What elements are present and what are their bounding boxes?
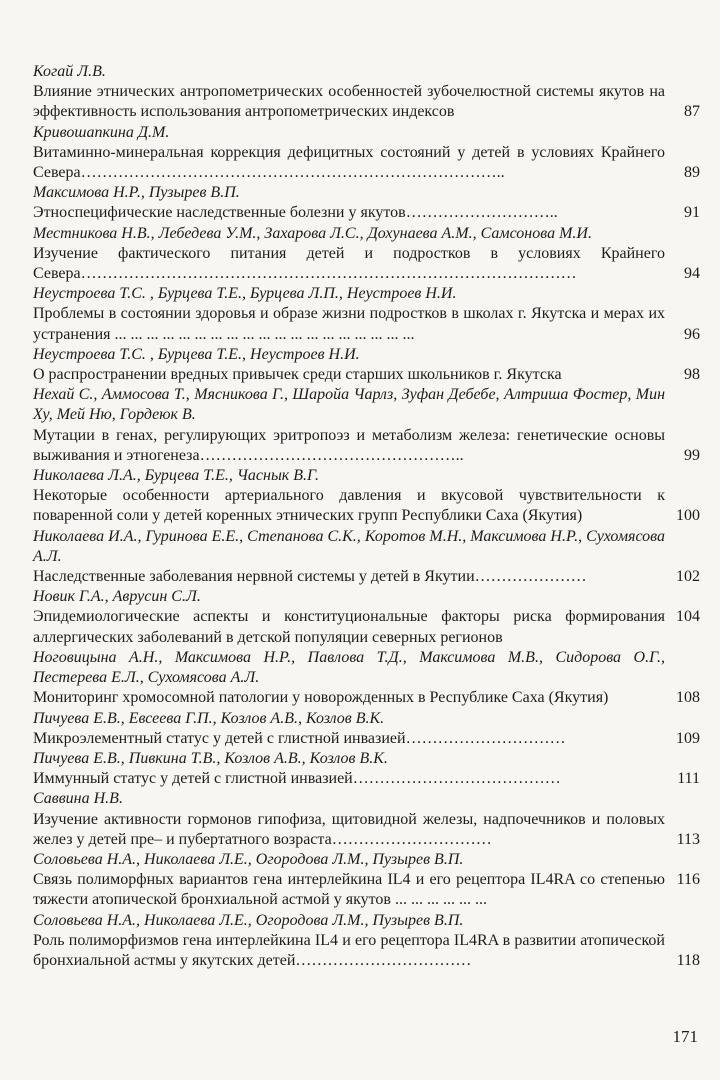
toc-entry bbox=[33, 587, 700, 648]
table-of-contents bbox=[33, 62, 700, 971]
entry-page-number: 99 bbox=[684, 446, 700, 464]
entry-authors: Когай Л.В. bbox=[33, 63, 106, 80]
entry-authors: Пичуева Е.В., Евсеева Г.П., Козлов А.В., Козлов В.К. bbox=[33, 709, 385, 727]
entry-page-number: 91 bbox=[684, 204, 700, 222]
entry-page-number: 116 bbox=[676, 871, 700, 889]
entry-title: Изучение фактического питания детей и подростков в условиях Крайнего Севера………………………………………………………………………………… bbox=[33, 244, 665, 283]
entry-page-number: 102 bbox=[676, 568, 700, 586]
page-number: 171 bbox=[672, 1027, 698, 1046]
entry-title: Мутации в генах, регулирующих эритропоэз и метаболизм железа: генетические основы выживания и этногенеза………………………………………….. bbox=[33, 426, 665, 464]
entry-authors: Новик Г.А., Аврусин С.Л. bbox=[33, 588, 201, 606]
entry-authors: Соловьева Н.А., Николаева Л.Е., Огородова Л.М., Пузырев В.П. bbox=[33, 850, 464, 868]
toc-entry bbox=[33, 345, 700, 385]
toc-entry bbox=[33, 385, 700, 466]
toc-entry bbox=[33, 62, 700, 123]
entry-title: Иммунный статус у детей с глистной инвазией………………………………… bbox=[33, 770, 561, 788]
entry-authors: Кривошапкина Д.М. bbox=[33, 123, 170, 141]
entry-authors: Неустроева Т.С. , Бурцева Т.Е., Бурцева Л.П., Неустроев Н.И. bbox=[33, 285, 457, 303]
entry-title: Микроэлементный статус у детей с глистной инвазией………………………… bbox=[33, 729, 566, 747]
entry-title: Этноспецифические наследственные болезни у якутов……………………….. bbox=[33, 204, 558, 222]
entry-authors: Саввина Н.В. bbox=[33, 790, 123, 808]
entry-page-number: 108 bbox=[676, 689, 700, 707]
toc-entry bbox=[33, 123, 700, 184]
entry-page-number: 94 bbox=[684, 265, 700, 283]
entry-title: Связь полиморфных вариантов гена интерлейкина IL4 и его рецептора IL4RA со степенью тяжести атопической бронхиальной астмой у якутов ... ... ... ... ... ... bbox=[33, 871, 665, 909]
entry-title: Проблемы в состоянии здоровья и образе жизни подростков в школах г. Якутска и мерах их устранения ... ... ... ... ... ... ... ... ... ... ... ... ... ... ... ... ... ... ... bbox=[33, 305, 665, 343]
toc-entry bbox=[33, 850, 700, 911]
toc-entry bbox=[33, 648, 700, 709]
entry-page-number: 109 bbox=[676, 729, 700, 747]
entry-title: Изучение активности гормонов гипофиза, щитовидной железы, надпочечников и половых желез у детей пре– и пубертатного возраста………………………… bbox=[33, 810, 665, 848]
entry-title: Роль полиморфизмов гена интерлейкина IL4 и его рецептора IL4RA в развитии атопической бронхиальной астмы у якутских детей…………………………… bbox=[33, 931, 665, 969]
entry-page-number: 113 bbox=[676, 830, 700, 848]
entry-authors: Максимова Н.Р., Пузырев В.П. bbox=[33, 184, 240, 202]
entry-title: Витаминно-минеральная коррекция дефицитных состояний у детей в условиях Крайнего Севера…………………………………………………………………….. bbox=[33, 143, 665, 182]
entry-title: Некоторые особенности артериального давления и вкусовой чувствительности к поваренной соли у детей коренных этнических групп Республики Саха (Якутия) bbox=[33, 487, 665, 525]
toc-entry bbox=[33, 749, 700, 789]
entry-title: О распространении вредных привычек среди старших школьников г. Якутска bbox=[33, 366, 562, 384]
entry-authors: Николаева Л.А., Бурцева Т.Е., Часнык В.Г. bbox=[33, 467, 319, 485]
entry-page-number: 118 bbox=[676, 951, 700, 969]
entry-authors: Соловьева Н.А., Николаева Л.Е., Огородова Л.М., Пузырев В.П. bbox=[33, 911, 464, 929]
entry-authors: Ноговицына А.Н., Максимова Н.Р., Павлова Т.Д., Максимова М.В., Сидорова О.Г., Пестерева Е.Л., Сухомясова А.Л. bbox=[33, 648, 665, 687]
entry-authors: Неустроева Т.С. , Бурцева Т.Е., Неустроев Н.И. bbox=[33, 345, 360, 363]
entry-page-number: 87 bbox=[684, 103, 700, 121]
entry-page-number: 96 bbox=[684, 325, 700, 343]
toc-entry bbox=[33, 911, 700, 972]
entry-title: Эпидемиологические аспекты и конституциональные факторы риска формирования аллергических заболеваний в детской популяции северных регионов bbox=[33, 608, 665, 646]
toc-entry bbox=[33, 789, 700, 850]
entry-page-number: 111 bbox=[677, 770, 700, 788]
entry-authors: Николаева И.А., Гуринова Е.Е., Степанова С.К., Коротов М.Н., Максимова Н.Р., Сухомясова А.Л. bbox=[33, 527, 665, 565]
entry-title: Мониторинг хромосомной патологии у новорожденных в Республике Саха (Якутия) bbox=[33, 689, 609, 707]
entry-page-number: 100 bbox=[676, 507, 700, 525]
entry-authors: Местникова Н.В., Лебедева У.М., Захарова Л.С., Дохунаева А.М., Самсонова М.И. bbox=[33, 224, 592, 242]
toc-entry bbox=[33, 224, 700, 285]
entry-authors: Пичуева Е.В., Пивкина Т.В., Козлов А.В., Козлов В.К. bbox=[33, 749, 388, 767]
entry-title: Влияние этнических антропометрических особенностей зубочелюстной системы якутов на эффективность использования антропометрических индексов bbox=[33, 83, 665, 121]
toc-entry bbox=[33, 709, 700, 749]
entry-authors: Нехай С., Аммосова Т., Мясникова Г., Шаройа Чарлз, Зуфан Дебебе, Алтриша Фостер, Мин Ху, Мей Ню, Гордеюк В. bbox=[33, 386, 665, 424]
entry-page-number: 89 bbox=[684, 164, 700, 182]
toc-entry bbox=[33, 466, 700, 527]
entry-title: Наследственные заболевания нервной системы у детей в Якутии………………… bbox=[33, 568, 587, 586]
entry-page-number: 104 bbox=[676, 608, 700, 626]
toc-entry bbox=[33, 527, 700, 588]
entry-page-number: 98 bbox=[684, 366, 700, 384]
toc-entry bbox=[33, 284, 700, 345]
toc-entry bbox=[33, 183, 700, 223]
